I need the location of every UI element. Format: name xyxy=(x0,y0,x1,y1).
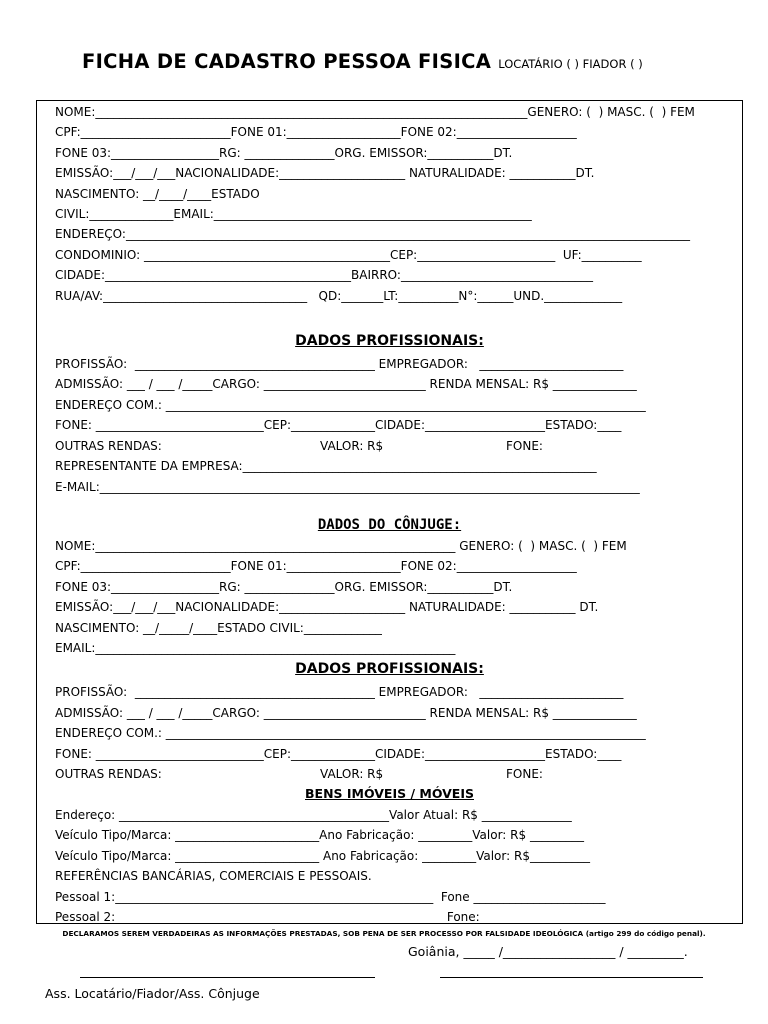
company-representative-field[interactable]: REPRESENTANTE DA EMPRESA:___________________________________________________________ xyxy=(55,459,597,473)
cpf-phones-field[interactable]: CPF:_________________________FONE 01:___________________FONE 02:____________________ xyxy=(55,125,577,139)
role-checkboxes[interactable]: LOCATÁRIO ( ) FIADOR ( ) xyxy=(498,57,643,71)
signature-line-left[interactable] xyxy=(80,977,375,978)
signature-label: Ass. Locatário/Fiador/Ass. Cônjuge xyxy=(45,986,260,1001)
spouse-phone-rg-field[interactable]: FONE 03:__________________RG: _______________ORG. EMISSOR:___________DT. xyxy=(55,580,513,594)
other-income-label[interactable]: OUTRAS RENDAS: xyxy=(55,439,162,453)
condo-cep-uf-field[interactable]: CONDOMINIO: _________________________________________CEP:_______________________ UF:__________ xyxy=(55,248,642,262)
city-district-field[interactable]: CIDADE:_________________________________________BAIRRO:________________________________ xyxy=(55,268,593,282)
property-address-field[interactable]: Endereço: _____________________________________________Valor Atual: R$ _______________ xyxy=(55,808,572,822)
spouse-other-income-label[interactable]: OUTRAS RENDAS: xyxy=(55,767,162,781)
spouse-cpf-phones-field[interactable]: CPF:_________________________FONE 01:___________________FONE 02:____________________ xyxy=(55,559,577,573)
personal-reference-1-field[interactable]: Pessoal 1:_____________________________________________________ Fone ______________________ xyxy=(55,890,606,904)
other-income-phone-label[interactable]: FONE: xyxy=(506,439,543,453)
professional-email-field[interactable]: E-MAIL:__________________________________________________________________________________________ xyxy=(55,480,640,494)
vehicle-1-field[interactable]: Veículo Tipo/Marca: ________________________Ano Fabricação: _________Valor: R$ _________ xyxy=(55,828,584,842)
spouse-professional-heading: DADOS PROFISSIONAIS: xyxy=(295,661,484,677)
spouse-heading: DADOS DO CÔNJUGE: xyxy=(317,517,462,533)
spouse-other-income-value-label[interactable]: VALOR: R$ xyxy=(320,767,384,781)
name-gender-field[interactable]: NOME:________________________________________________________________________GENERO: ( ) MASC. ( ) FEM xyxy=(55,105,695,119)
professional-heading: DADOS PROFISSIONAIS: xyxy=(295,333,484,349)
spouse-name-gender-field[interactable]: NOME:____________________________________________________________ GENERO: ( ) MASC. ( ) FEM xyxy=(55,539,627,553)
spouse-profession-employer-field[interactable]: PROFISSÃO: ________________________________________ EMPREGADOR: ________________________ xyxy=(55,685,624,699)
other-income-value-label[interactable]: VALOR: R$ xyxy=(320,439,384,453)
spouse-issue-nationality-field[interactable]: EMISSÃO:___/___/___NACIONALIDADE:_____________________ NATURALIDADE: ___________ DT. xyxy=(55,600,599,614)
references-label: REFERÊNCIAS BANCÁRIAS, COMERCIAIS E PESSOAIS. xyxy=(55,869,372,883)
form-body xyxy=(36,100,743,924)
spouse-admission-income-field[interactable]: ADMISSÃO: ___ / ___ /_____CARGO: ___________________________ RENDA MENSAL: R$ ______________ xyxy=(55,706,637,720)
signature-line-right[interactable] xyxy=(440,977,703,978)
assets-heading: BENS IMÓVEIS / MÓVEIS xyxy=(305,786,474,801)
form-title xyxy=(82,50,643,73)
spouse-email-field[interactable]: EMAIL:____________________________________________________________ xyxy=(55,641,456,655)
phone-rg-field[interactable]: FONE 03:__________________RG: _______________ORG. EMISSOR:___________DT. xyxy=(55,146,513,160)
city-date-field[interactable]: Goiânia, _____ /__________________ / _________. xyxy=(408,944,688,959)
declaration-text: DECLARAMOS SEREM VERDADEIRAS AS INFORMAÇÕES PRESTADAS, SOB PENA DE SER PROCESSO POR FALSIDADE IDEOLÓGICA (artigo 299 do código penal). xyxy=(62,929,706,938)
form-title-text: FICHA DE CADASTRO PESSOA FISICA xyxy=(82,50,492,73)
civil-email-field[interactable]: CIVIL:______________EMAIL:_____________________________________________________ xyxy=(55,207,532,221)
spouse-birth-civil-field[interactable]: NASCIMENTO: __/_____/____ESTADO CIVIL:_____________ xyxy=(55,621,382,635)
vehicle-2-field[interactable]: Veículo Tipo/Marca: ________________________ Ano Fabricação: _________Valor: R$__________ xyxy=(55,849,590,863)
spouse-other-income-phone-label[interactable]: FONE: xyxy=(506,767,543,781)
street-unit-field[interactable]: RUA/AV:__________________________________ QD:_______LT:__________N°:______UND._____________ xyxy=(55,289,623,303)
issue-nationality-field[interactable]: EMISSÃO:___/___/___NACIONALIDADE:_____________________ NATURALIDADE: ___________DT. xyxy=(55,166,595,180)
work-phone-cep-field[interactable]: FONE: ____________________________CEP:______________CIDADE:____________________ESTADO:____ xyxy=(55,418,622,432)
personal-reference-2-field[interactable]: Pessoal 2:______________________________________________________ Fone: _____________________ xyxy=(55,910,610,924)
spouse-work-phone-cep-field[interactable]: FONE: ____________________________CEP:______________CIDADE:____________________ESTADO:____ xyxy=(55,747,622,761)
address-field[interactable]: ENDEREÇO:______________________________________________________________________________________________ xyxy=(55,227,690,241)
spouse-work-address-field[interactable]: ENDEREÇO COM.: ________________________________________________________________________________ xyxy=(55,726,646,740)
admission-income-field[interactable]: ADMISSÃO: ___ / ___ /_____CARGO: ___________________________ RENDA MENSAL: R$ ______________ xyxy=(55,377,637,391)
work-address-field[interactable]: ENDEREÇO COM.: ________________________________________________________________________________ xyxy=(55,398,646,412)
profession-employer-field[interactable]: PROFISSÃO: ________________________________________ EMPREGADOR: ________________________ xyxy=(55,357,624,371)
birth-date-field[interactable]: NASCIMENTO: __/____/____ESTADO xyxy=(55,187,260,201)
